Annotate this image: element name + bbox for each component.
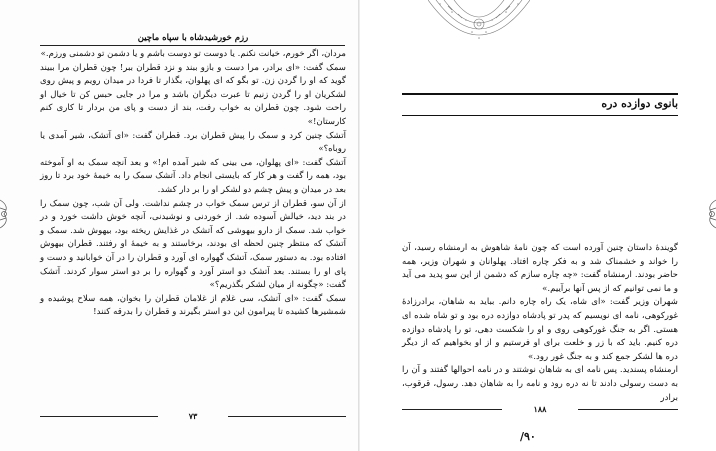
header-rule xyxy=(40,45,345,46)
chapter-title-box xyxy=(402,93,678,116)
left-page-footer xyxy=(40,411,346,421)
right-page-body xyxy=(402,242,678,405)
paragraph: سمک گفت: «ای برادر، مرا دست و بازو ببند و نزد قطران ببر! چون قطران مرا ببیند گوید که او را گردن زن. تو بگو که ای پهلوان، بگذار تا فردا در میدان رویم و پیش روی لشکریان او را گردن زنیم تا عبرت دیگران باشد و مرا در جایی حبس کن تا خیال او راحت شود. چون قطران به خواب رفت، بند از دست و پای من بردار تا کاری کنم کارستان!» xyxy=(40,62,346,127)
paragraph: از آن سو، قطران از ترس سمک خواب در چشم نداشت. ولی آن شب، چون سمک را در بند دید، خیالش آسوده شد. از خوردنی و نوشیدنی، آنچه خوش داشت خورد و در خواب شد. سمک از دارو بیهوشی که آتشک در غذایش ریخته بود، بیهوش شد. سمک و آتشک که منتظر چنین لحظه ای بودند، برخاستند و به خیمهٔ او رفتند. قطران بیهوش افتاده بود. به دستور سمک، آتشک گهواره ای آورد و قطران را در آن خوابانید و دست و پای او را بستند. بعد آتشک دو استر آورد و گهواره را بر دو استر سوار کردند. آتشک گفت: «چگونه از میان لشکر بگذریم؟» xyxy=(40,198,346,291)
side-ornament-icon xyxy=(0,196,14,232)
running-header: رزم خورشیدشاه با سپاه ماچین xyxy=(137,33,249,43)
paragraph: آتشک چنین کرد و سمک را پیش قطران برد. قطران گفت: «ای آتشک، شیر آمدی یا روباه؟» xyxy=(40,130,346,155)
chapter-ornament-icon xyxy=(428,0,530,52)
page-number: ۷۳ xyxy=(188,411,198,421)
side-ornament-icon xyxy=(702,196,716,232)
paragraph: مردان، اگر خورم، خیانت نکنم. یا دوست تو دوست باشم و یا دشمن تو دشمنی ورزم.» xyxy=(40,49,346,59)
paragraph: شهران وزیر گفت: «ای شاه، یک راه چاره دانم. بباید به شاهان، برادرزادهٔ غورکوهی، نامه ای نویسیم که پدر تو پادشاه دوازده دره بود و تو شاه شده ای هستی. اگر به جنگ غورکوهی روی و او را شکست دهی، تو را پادشاه دوازده دره کنیم. باید که با زر و خلعت برای او فرستیم و از او بخواهیم که از دیگر دره ها لشکر جمع کند و به جنگ غور رود.» xyxy=(402,297,678,362)
chapter-title: بانوی دوازده دره xyxy=(601,97,678,110)
paragraph: سمک گفت: «ای آتشک، سی غلام از غلامان قطران را بخوان، همه سلاح پوشیده و شمشیرها کشیده تا پیرامون این دو استر بگیرند و قطران را بدرقه کنند! xyxy=(40,293,346,318)
paragraph: ارمنشاه پسندید. پس نامه ای به شاهان نوشتند و در نامه احوالها گفتند و آن را به دست رسولی دادند تا نه دره رود و نامه را به شاهان دهد. رسول، قرقوب، برادر xyxy=(402,365,678,403)
footer-rule xyxy=(40,416,158,417)
paragraph: آتشک گفت: «ای پهلوان، می بینی که شیر آمده ام!» و بعد آنچه سمک به او آموخته بود، همه را گفت و هر کار که بایستی انجام داد. آتشک سمک را به خیمهٔ خود برد تا روز بعد در میدان و پیش چشم دو لشکر او را بر دار کشد. xyxy=(40,157,346,195)
paragraph: گویندهٔ داستان چنین آورده است که چون نامهٔ شاهوش به ارمنشاه رسید، آن را خواند و خشمناک شد و به فکر چاره افتاد. پهلوانان و شهران وزیر، همه حاضر بودند. ارمنشاه گفت: «چه چاره سازم که دشمن از این سو پدید می آید و ما نمی توانیم که از پس آنها برآییم.» xyxy=(402,243,678,294)
left-page-body xyxy=(40,48,346,320)
footer-rule xyxy=(228,416,346,417)
page-number: ۱۸۸ xyxy=(533,404,547,414)
folio-number: /۹۰ xyxy=(520,430,536,443)
right-page-footer xyxy=(402,404,678,414)
footer-rule xyxy=(578,409,678,410)
footer-rule xyxy=(402,409,502,410)
